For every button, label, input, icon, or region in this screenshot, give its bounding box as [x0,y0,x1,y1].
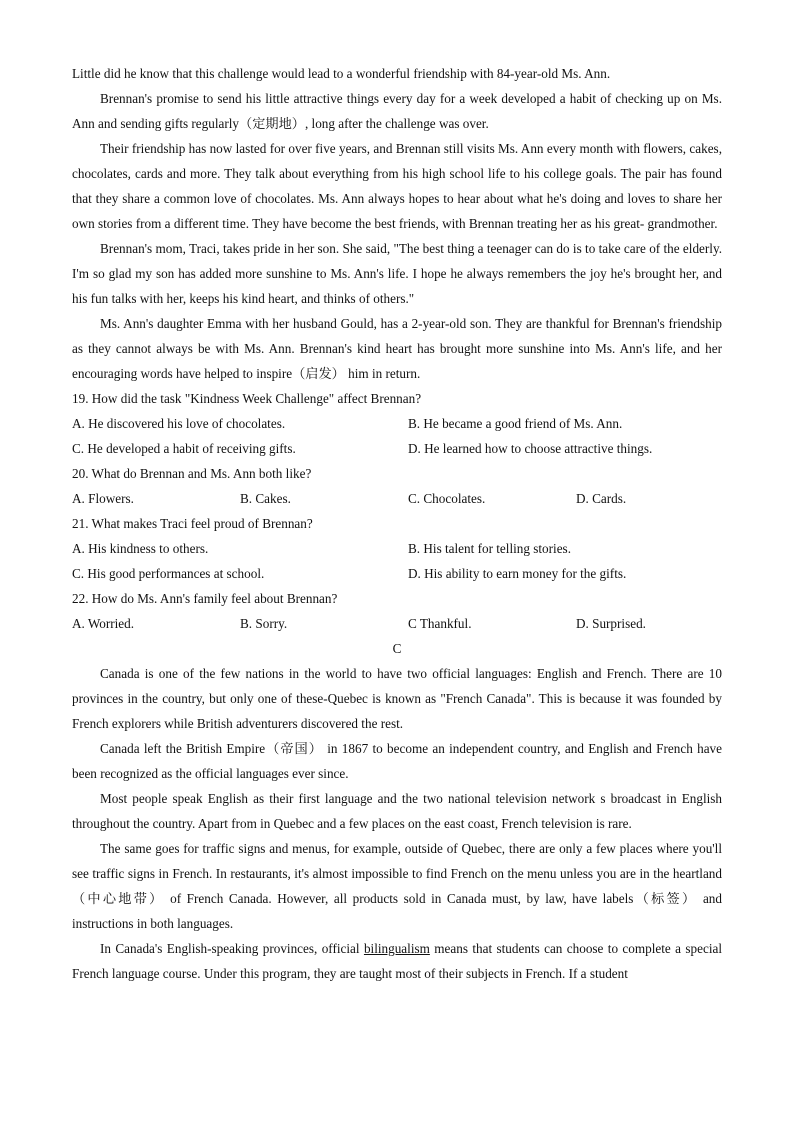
option-c: C. His good performances at school. [72,566,265,581]
paragraph: Canada is one of the few nations in the world to have two official languages: English and French. There are 10 provinces in the country, but only one of these-Quebec is known as "French Canada". This is because it was founded by French explorers while British adventurers discovered the rest. [72,666,722,731]
paragraph: Ms. Ann's daughter Emma with her husband Gould, has a 2-year-old son. They are thankful for Brennan's friendship as they cannot always be with Ms. Ann. Brennan's kind heart has brought more sunshine into Ms. Ann's life, and her encouraging words have helped to inspire（启发） him in return. [72,316,722,381]
option-a: A. Flowers. [72,491,134,506]
option-c: C. He developed a habit of receiving gifts. [72,441,296,456]
question-stem: 21. What makes Traci feel proud of Brennan? [72,516,313,531]
paragraph: Brennan's mom, Traci, takes pride in her son. She said, "The best thing a teenager can do is to take care of the elderly. I'm so glad my son has added more sunshine to Ms. Ann's life. I hope he always remembers the joy he's brought her, and his fun talks with her, keeps his kind heart, and thinks of others." [72,241,722,306]
paragraph: Canada left the British Empire（帝国） in 1867 to become an independent country, and English and French have been recognized as the official languages ever since. [72,741,722,781]
paragraph: Brennan's promise to send his little attractive things every day for a week developed a habit of checking up on Ms. Ann and sending gifts regularly（定期地）, long after the challenge was over. [72,91,722,131]
option-b: B. He became a good friend of Ms. Ann. [408,416,623,431]
question-19 [72,386,722,461]
paragraph: The same goes for traffic signs and menus, for example, outside of Quebec, there are only a few places where you'll see traffic signs in French. In restaurants, it's almost impossible to find French on the menu unless you are in the heartland（中心地带） of French Canada. However, all products sold in Canada must, by law, have labels（标签） and instructions in both languages. [72,841,722,931]
option-a: A. He discovered his love of chocolates. [72,416,286,431]
option-a: A. His kindness to others. [72,541,209,556]
option-b: B. Sorry. [240,616,288,631]
paragraph: Most people speak English as their first language and the two national television network s broadcast in English throughout the country. Apart from in Quebec and a few places on the east coast, French television is rare. [72,791,722,831]
option-d: D. He learned how to choose attractive things. [408,441,653,456]
question-stem: 22. How do Ms. Ann's family feel about Brennan? [72,591,338,606]
option-b: B. His talent for telling stories. [408,541,571,556]
paragraph [72,936,722,986]
option-c: C. Chocolates. [408,491,486,506]
text-run: In Canada's English-speaking provinces, official [100,941,364,956]
paragraph: Little did he know that this challenge would lead to a wonderful friendship with 84-year-old Ms. Ann. [72,66,611,81]
option-a: A. Worried. [72,616,135,631]
text-run: means that students can choose to complete a special French language course. Under this program, they are taught most of their subjects in French. If a student [72,941,722,981]
section-heading: C [392,641,402,656]
option-d: D. His ability to earn money for the gifts. [408,566,627,581]
option-c: C Thankful. [408,616,472,631]
question-stem: 20. What do Brennan and Ms. Ann both like? [72,466,312,481]
paragraph: Their friendship has now lasted for over five years, and Brennan still visits Ms. Ann every month with flowers, cakes, chocolates, cards and more. They talk about everything from his high school life to his college goals. The pair has found that they share a common love of chocolates. Ms. Ann always hopes to hear about what he's doing and loves to share her own stories from a different time. They have become the best friends, with Brennan treating her as his great- grandmother. [72,141,722,231]
underlined-word: bilingualism [363,941,430,956]
document-page [72,61,722,986]
option-d: D. Surprised. [576,616,646,631]
question-20 [72,461,722,511]
question-21 [72,511,722,586]
option-b: B. Cakes. [240,491,291,506]
question-stem: 19. How did the task "Kindness Week Challenge" affect Brennan? [72,391,422,406]
question-22 [72,586,722,636]
option-d: D. Cards. [576,491,627,506]
